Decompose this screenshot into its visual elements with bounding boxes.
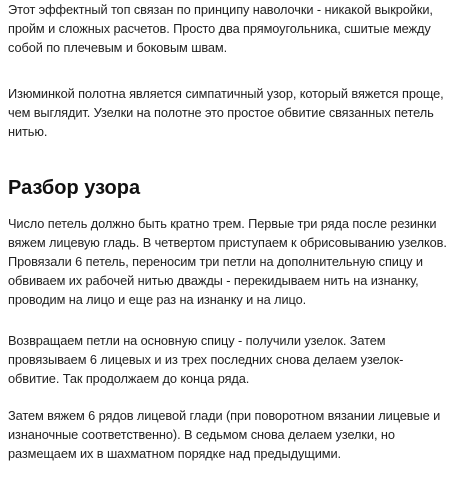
pattern-paragraph: Изюминкой полотна является симпатичный узор, который вяжется проще, чем выглядит. Узелки на полотне это простое обвитие связанных петель нитью. (8, 86, 444, 139)
step-paragraph-2: Возвращаем петли на основную спицу - получили узелок. Затем провязываем 6 лицевых и из трех последних снова делаем узелок-обвитие. Так продолжаем до конца ряда. (8, 333, 404, 386)
step-paragraph-3: Затем вяжем 6 рядов лицевой глади (при поворотном вязании лицевые и изнаночные соответственно). В седьмом снова делаем узелки, но размещаем их в шахматном порядке над предыдущими. (8, 408, 441, 461)
intro-paragraph: Этот эффектный топ связан по принципу наволочки - никакой выкройки, пройм и сложных расчетов. Просто два прямоугольника, сшитые между собой по плечевым и боковым швам. (8, 2, 433, 55)
step-paragraph-1: Число петель должно быть кратно трем. Первые три ряда после резинки вяжем лицевую гладь. В четвертом приступаем к обрисовыванию узелков. Провязали 6 петель, переносим три петли на дополнительную спицу и обвиваем их рабочей нитью дважды - перекидываем нить на изнанку, проводим на лицо и еще раз на изнанку и на лицо. (8, 216, 447, 307)
section-heading: Разбор узора (8, 177, 141, 199)
